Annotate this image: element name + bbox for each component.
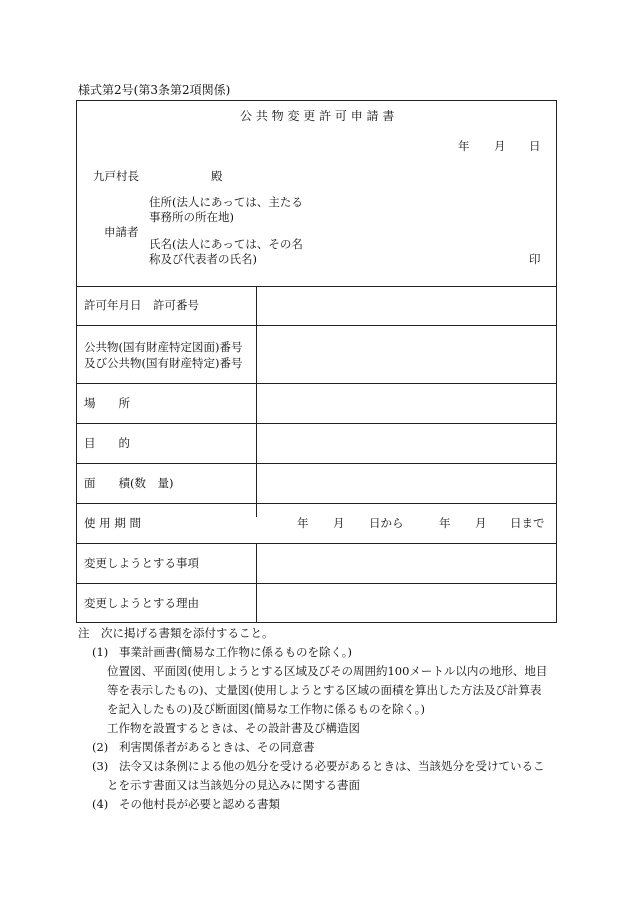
row-separator [77,286,556,287]
applicant-label: 申請者 [104,225,139,239]
applicant-address-label-1: 住所(法人にあっては、主たる [149,195,303,209]
form-title: 公 共 物 変 更 許 可 申 請 書 [240,109,395,123]
row-label-change-reason: 変更しようとする理由 [84,596,199,610]
period-from-year: 年 [297,516,309,530]
note-3-line-2: とを示す書面又は当該処分の見込みに関する書面 [107,778,360,792]
row-separator [77,583,556,584]
period-from-day: 日から [369,516,404,530]
row-label-public-property-2: 及び公共物(国有財産特定)番号 [84,356,243,370]
note-4-text: その他村長が必要と認める書類 [119,797,280,811]
row-label-public-property-1: 公共物(国有財産特定図面)番号 [84,340,243,354]
column-separator [256,286,257,517]
recipient-name: 九戸村長 [93,169,139,183]
row-label-change-matter: 変更しようとする事項 [84,556,199,570]
row-label-permit-date-number: 許可年月日 許可番号 [84,298,199,312]
row-separator [77,543,556,544]
note-1-line-1: 位置図、平面図(使用しようとする区域及びその周囲約100メートル以内の地形、地目 [107,664,548,678]
date-year-label: 年 [458,139,470,153]
row-label-location: 場 所 [84,396,130,410]
note-2-text: 利害関係者があるときは、その同意書 [119,740,315,754]
row-label-purpose: 目 的 [84,436,130,450]
note-4-number: (4) [92,797,109,811]
date-day-label: 日 [529,139,541,153]
period-to-month: 月 [475,516,487,530]
note-3-number: (3) [92,759,109,773]
period-to-day: 日まで [510,516,545,530]
note-1-line-3: を記入したもの)及び断面図(簡易な工作物に係るものを除く。) [107,702,425,716]
row-separator [77,423,556,424]
note-1-title: 事業計画書(簡易な工作物に係るものを除く。) [119,645,352,659]
note-3-line-1: 法令又は条例による他の処分を受ける必要があるときは、当該処分を受けているこ [119,759,545,773]
row-separator [77,325,556,326]
note-1-number: (1) [92,645,109,659]
row-separator [77,503,556,504]
row-label-area: 面 積(数 量) [84,476,174,490]
form-id: 様式第2号(第3条第2項関係) [78,83,231,97]
applicant-address-label-2: 事務所の所在地) [149,210,234,224]
period-from-month: 月 [333,516,345,530]
period-to-year: 年 [439,516,451,530]
column-separator [256,543,257,623]
notes-heading: 注 次に掲げる書類を添付すること。 [78,626,274,640]
row-separator [77,463,556,464]
row-label-use-period: 使 用 期 間 [84,516,141,530]
date-month-label: 月 [494,139,506,153]
note-1-line-4: 工作物を設置するときは、その設計書及び構造図 [107,721,360,735]
seal-mark: 印 [529,252,541,266]
note-2-number: (2) [92,740,109,754]
applicant-name-label-2: 称及び代表者の氏名) [149,252,257,266]
note-1-line-2: 等を表示したもの)、丈量図(使用しようとする区域の面積を算出した方法及び計算表 [107,683,542,697]
recipient-honorific: 殿 [211,169,223,183]
application-form [76,100,557,623]
row-separator [77,383,556,384]
applicant-name-label-1: 氏名(法人にあっては、その名 [149,237,303,251]
